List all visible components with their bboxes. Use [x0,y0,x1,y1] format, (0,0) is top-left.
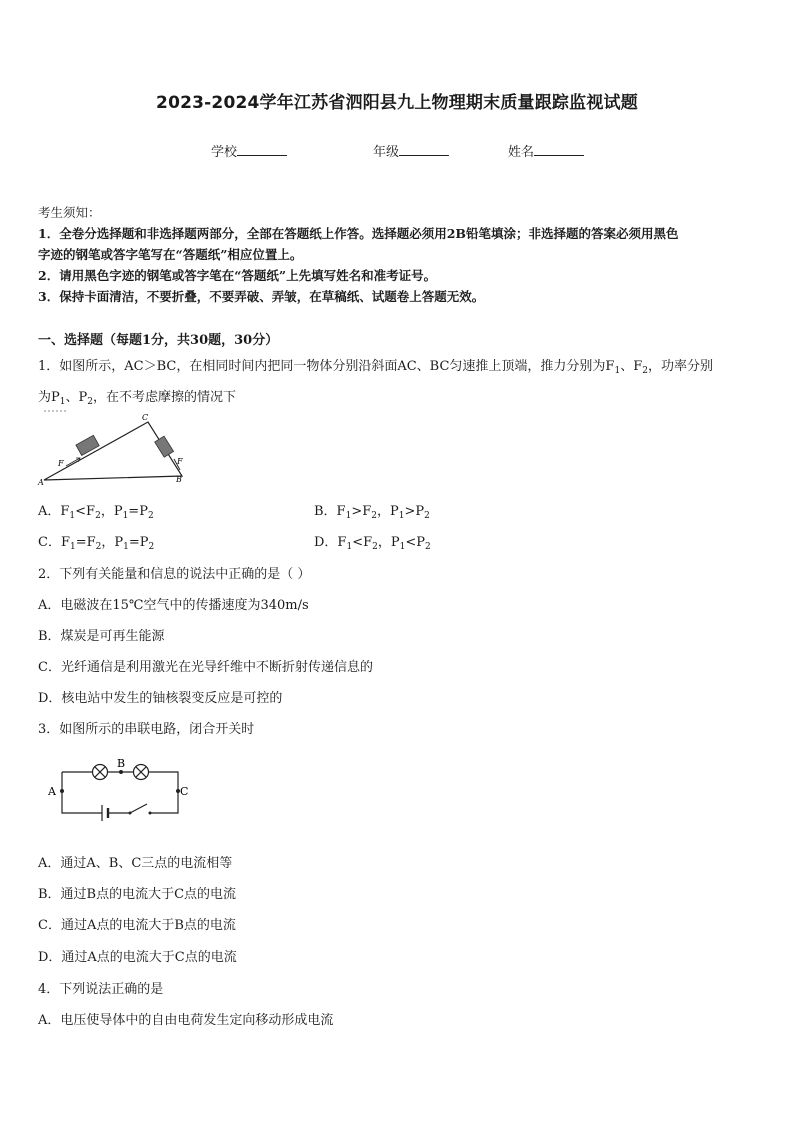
label-b: B [176,475,182,484]
q2-stem: 2．下列有关能量和信息的说法中正确的是（ ） [38,567,311,582]
page-title: 2023-2024学年江苏省泗阳县九上物理期末质量跟踪监视试题 [156,93,638,113]
point-c-label: C [180,785,189,798]
q2-option-b: B．煤炭是可再生能源 [38,629,165,644]
circuit-figure [40,755,200,831]
q4-option-a: A．电压使导体中的自由电荷发生定向移动形成电流 [38,1013,334,1028]
q4-stem: 4．下列说法正确的是 [38,982,164,997]
school-field[interactable] [211,141,287,160]
name-field[interactable] [508,141,584,160]
block-on-bc [155,436,174,457]
q1-stem-line2: 为$P_1$、$P_2$，在不考虑摩擦的情况下 [38,390,236,407]
q1-option-d: D．$F_1<F_2$，$P_1<P_2$ [314,535,431,552]
q2-option-c: C．光纤通信是利用激光在光导纤维中不断折射传递信息的 [38,660,373,675]
notice-item-1-cont: 字迹的钢笔或答字笔写在“答题纸”相应位置上。 [38,247,303,262]
incline-figure [36,408,196,486]
name-label: 姓名 [508,145,535,160]
q1-option-c: C．$F_1=F_2$，$P_1=P_2$ [38,535,155,552]
q3-stem: 3．如图所示的串联电路，闭合开关时 [38,722,255,737]
q3-option-c: C．通过A点的电流大于B点的电流 [38,918,236,933]
notice-item-1: 1．全卷分选择题和非选择题两部分，全部在答题纸上作答。选择题必须用2B铅笔填涂；非选择题的答案必须用黑色 [38,226,679,241]
point-a-label: A [48,785,56,798]
label-c: C [142,413,149,422]
circuit-wires [62,772,178,813]
q3-option-a: A．通过A、B、C三点的电流相等 [38,856,233,871]
switch-icon [130,804,147,813]
school-label: 学校 [211,145,238,160]
grade-label: 年级 [373,145,400,160]
q2-option-a: A．电磁波在15℃空气中的传播速度为340m/s [38,598,309,613]
notice-item-2: 2．请用黑色字迹的钢笔或答字笔在“答题纸”上先填写姓名和准考证号。 [38,268,437,283]
label-a: A [38,478,44,486]
q1-option-b: B．$F_1>F_2$，$P_1>P_2$ [314,504,430,521]
force-f1-arrow [66,458,80,466]
q1-option-a: A．$F_1<F_2$，$P_1=P_2$ [38,504,154,521]
q3-option-d: D．通过A点的电流大于C点的电流 [38,950,237,965]
notice-item-3: 3．保持卡面清洁，不要折叠，不要弄破、弄皱，在草稿纸、试题卷上答题无效。 [38,289,485,304]
q3-option-b: B．通过B点的电流大于C点的电流 [38,887,237,902]
label-f1: F [58,459,64,468]
notice-heading: 考生须知： [38,205,101,220]
q1-stem-line1: 1．如图所示，AC＞BC，在相同时间内把同一物体分别沿斜面AC、BC匀速推上顶端，推力分别为$F_1$、$F_2$，功率分别 [38,359,713,376]
q2-option-d: D．核电站中发生的铀核裂变反应是可控的 [38,691,283,706]
grade-field[interactable] [373,141,449,160]
block-on-ac [76,435,99,455]
point-b-label: B [117,757,126,770]
label-f2: F [177,457,183,466]
section-heading: 一、选择题（每题1分，共30题，30分） [38,333,279,348]
